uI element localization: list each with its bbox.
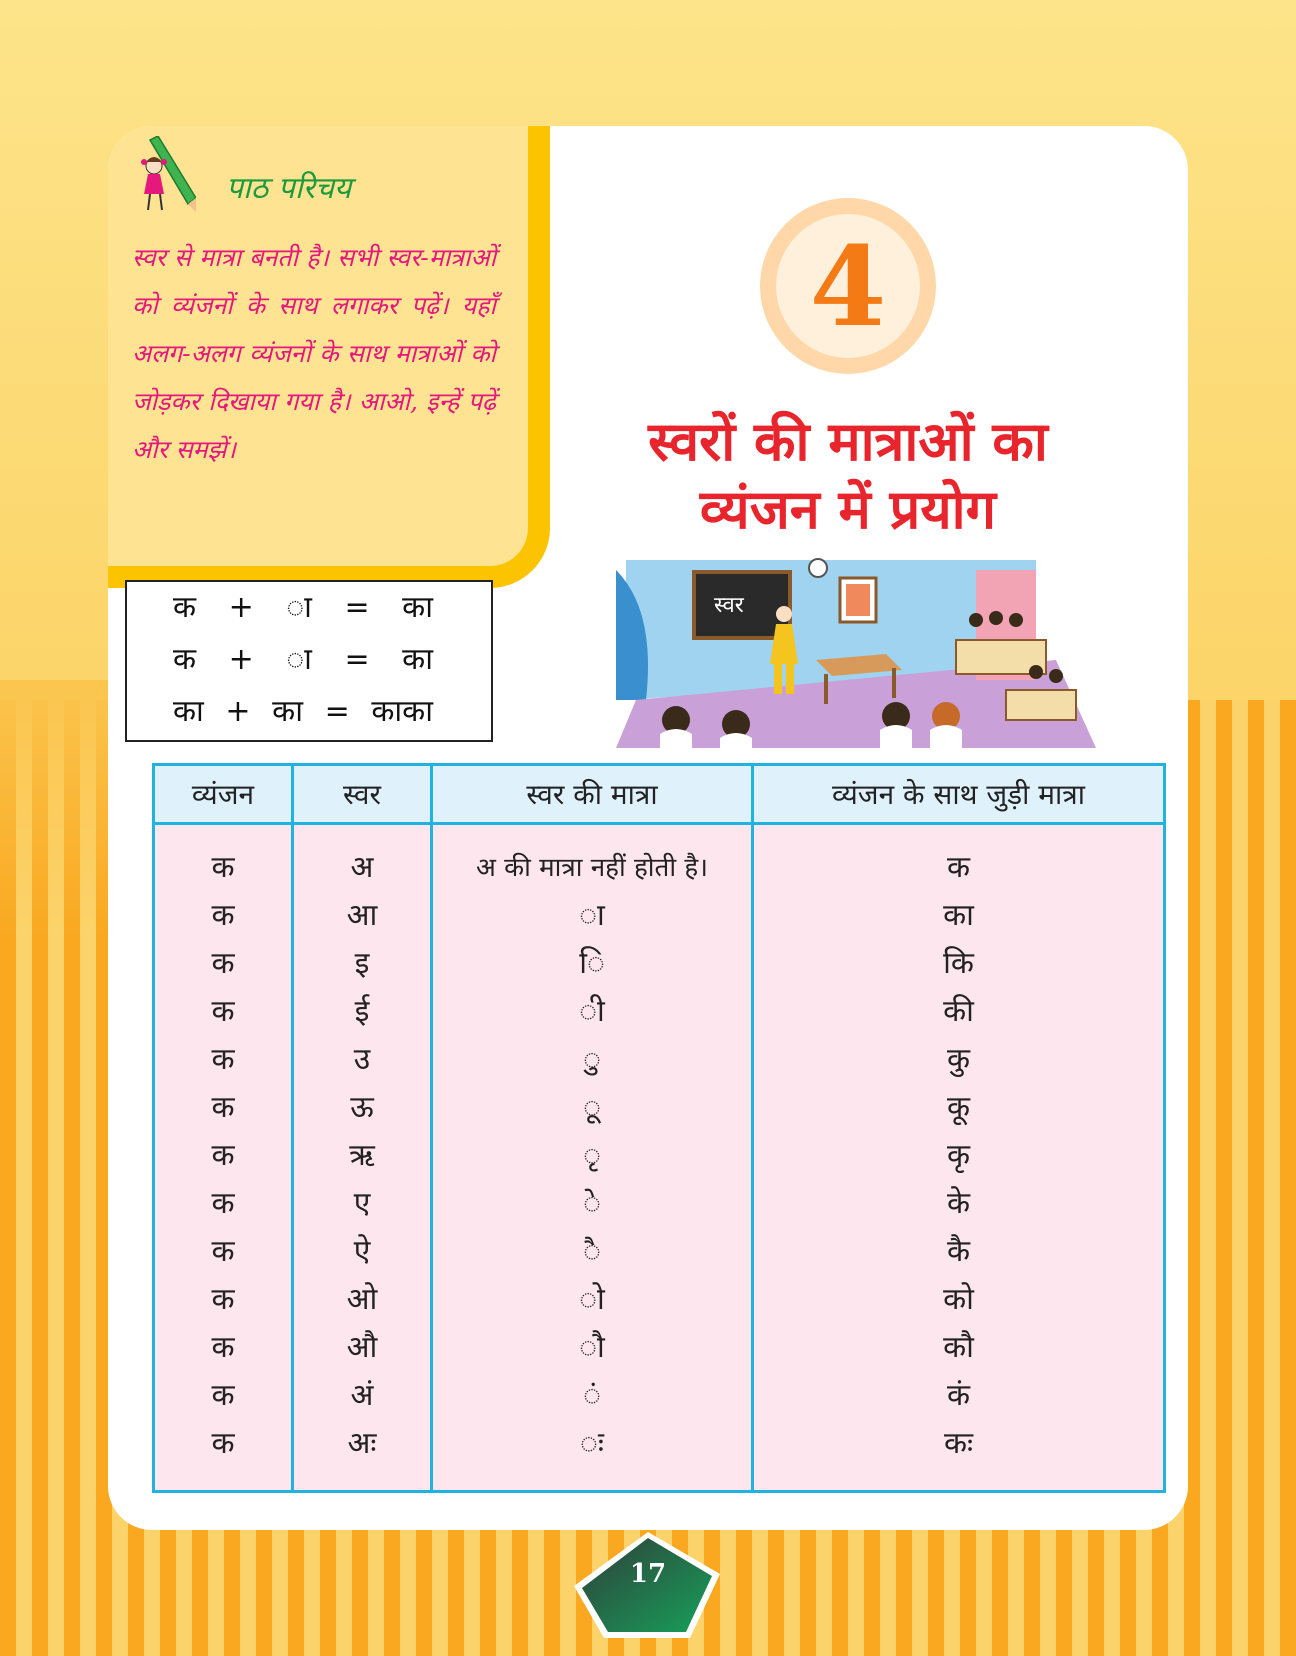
combined-cell: कि [943,946,974,981]
vowel-cell: ओ [346,1282,378,1317]
background-fade [0,680,120,940]
consonant-cell: क [211,946,235,981]
vowel-cell: ऊ [350,1090,374,1125]
combined-cell: के [946,1186,971,1221]
chapter-number-badge [760,198,936,374]
formula-operator: + [225,694,251,729]
combined-cell: की [943,994,974,1029]
combined-cell: कू [946,1090,971,1125]
formula-box [125,580,493,742]
vowel-column [293,824,432,1492]
formula-result: का [402,642,433,677]
vowel-cell: इ [354,946,370,981]
formula-term: ा [286,590,312,625]
consonant-cell: क [211,1090,235,1125]
consonant-cell: क [211,1282,235,1317]
header-consonant: व्यंजन [154,765,293,824]
vowel-cell: अं [350,1378,374,1413]
consonant-list [156,826,290,1468]
classroom-illustration [616,550,1096,748]
matra-cell: ं [583,1378,601,1413]
vowel-cell: ए [353,1186,371,1221]
combined-cell: कै [946,1234,971,1269]
consonant-cell: क [211,994,235,1029]
formula-row [127,582,491,634]
blackboard-text: स्वर [714,593,744,618]
matra-cell: ु [583,1042,601,1077]
chapter-title-line1: स्वरों की मात्राओं का [648,410,1048,473]
combined-cell: कृ [946,1138,971,1173]
chapter-title [568,408,1128,544]
matra-cell: अ की मात्रा नहीं होती है। [476,853,708,883]
header-vowel: स्वर [293,765,432,824]
matra-table [152,763,1166,1493]
vowel-cell: ऐ [353,1234,371,1269]
combined-cell: का [943,898,974,933]
combined-cell: कं [946,1378,971,1413]
vowel-cell: अः [347,1426,377,1461]
vowel-cell: उ [353,1042,371,1077]
lesson-intro-panel [108,126,550,588]
combined-cell: क [946,850,971,885]
page-card [108,126,1188,1530]
combined-column [753,824,1165,1492]
combined-list [755,826,1162,1468]
combined-cell: कौ [943,1330,974,1365]
vowel-cell: अ [350,850,374,885]
formula-term: क [173,642,197,677]
combined-cell: कु [946,1042,971,1077]
matra-cell: ो [579,1282,605,1317]
combined-cell: को [943,1282,974,1317]
formula-operator: + [228,642,254,677]
chapter-title-line2: व्यंजन में प्रयोग [699,478,997,541]
vowel-cell: ई [354,994,370,1029]
page-number-badge [570,1530,726,1640]
matra-cell: ू [583,1090,601,1125]
matra-cell: ृ [583,1138,601,1173]
vowel-cell: ऋ [349,1138,375,1173]
consonant-cell: क [211,1426,235,1461]
consonant-cell: क [211,1138,235,1173]
formula-term: ा [286,642,312,677]
consonant-cell: क [211,1234,235,1269]
formula-term: क [173,590,197,625]
matra-cell: ै [583,1234,601,1269]
matra-list [434,826,750,1468]
formula-result: काका [371,694,433,729]
header-combined: व्यंजन के साथ जुड़ी मात्रा [753,765,1165,824]
vowel-cell: आ [346,898,378,933]
matra-cell: ौ [579,1330,605,1365]
consonant-cell: क [211,1378,235,1413]
formula-term: का [173,694,204,729]
matra-cell: े [583,1186,601,1221]
matra-cell: ी [579,994,605,1029]
matra-cell: ा [579,898,605,933]
combined-cell: कः [943,1426,974,1461]
consonant-cell: क [211,850,235,885]
pencil-girl-icon [136,136,196,218]
chapter-number: 4 [776,214,920,358]
header-matra: स्वर की मात्रा [432,765,753,824]
formula-equals: = [344,590,370,625]
formula-equals: = [324,694,350,729]
consonant-column [154,824,293,1492]
consonant-cell: क [211,1042,235,1077]
consonant-cell: क [211,1330,235,1365]
page-number: 17 [629,1559,667,1589]
matra-cell: ः [580,1426,604,1461]
formula-row [127,634,491,686]
formula-term: का [272,694,303,729]
consonant-cell: क [211,1186,235,1221]
formula-equals: = [344,642,370,677]
matra-column [432,824,753,1492]
lesson-intro-text: स्वर से मात्रा बनती है। सभी स्वर-मात्राओं को व्यंजनों के साथ लगाकर पढ़ें। यहाँ अलग-अलग व्यंजनों के साथ मात्राओं को जोड़कर दिखाया गया है। आओ, इन्हें पढ़ें और समझें। [132,243,496,464]
matra-cell: ि [579,946,605,981]
vowel-cell: औ [346,1330,378,1365]
formula-operator: + [228,590,254,625]
vowel-list [295,826,429,1468]
lesson-intro-title: पाठ परिचय [226,171,352,206]
formula-result: का [402,590,433,625]
consonant-cell: क [211,898,235,933]
formula-row [127,686,491,738]
